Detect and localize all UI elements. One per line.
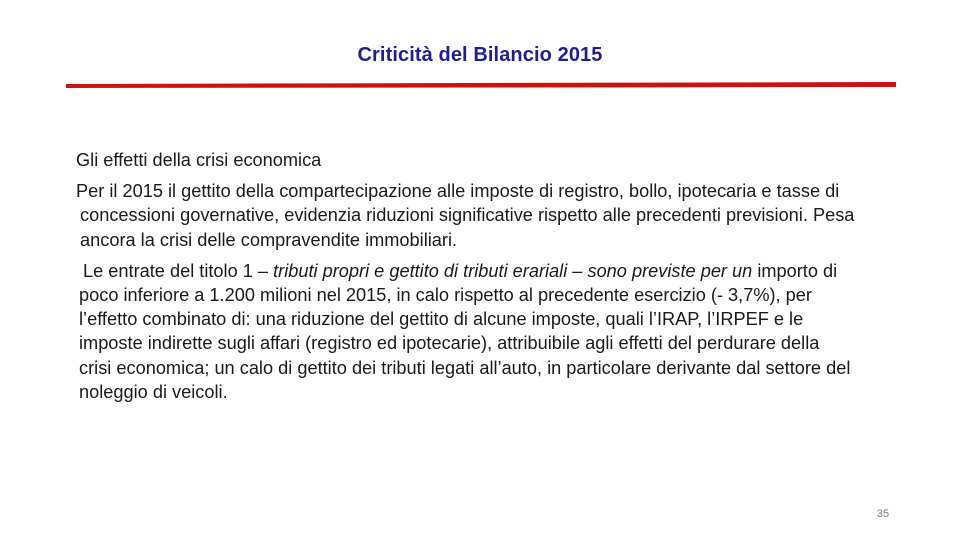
paragraph-heading: Gli effetti della crisi economica — [76, 150, 322, 170]
paragraph-revenues — [76, 259, 856, 404]
paragraph-revenues-part-a: Le entrate del titolo 1 — [83, 260, 258, 281]
title-divider — [66, 82, 896, 90]
slide-title: Criticità del Bilancio 2015 — [357, 44, 603, 66]
paragraph-revenues-part-c: importo di poco inferiore a 1.200 milioni nel 2015, in calo rispetto al precedente esercizio (- 3,7%), per l’effetto combinato di: una riduzione del gettito di alcune imposte, quali l’IRAP, l’IRPEF e le imposte indirette sugli affari (registro ed ipotecarie), attribuibile agli effetti del perdurare della crisi economica; un calo di gettito dei tributi legati all’auto, in particolare derivante dal settore del noleggio di veicoli. — [79, 260, 851, 402]
divider-line — [66, 82, 896, 90]
paragraph-registry: Per il 2015 il gettito della compartecipazione alle imposte di registro, bollo, ipotecaria e tasse di concessioni governative, evidenzia riduzioni significative rispetto alle precedenti previsioni. Pesa ancora la crisi delle compravendite immobiliari. — [76, 181, 855, 250]
page-number: 35 — [876, 508, 890, 520]
slide-body — [76, 148, 856, 411]
paragraph-revenues-italic: – tributi propri e gettito di tributi erariali – sono previste per un — [257, 260, 753, 281]
